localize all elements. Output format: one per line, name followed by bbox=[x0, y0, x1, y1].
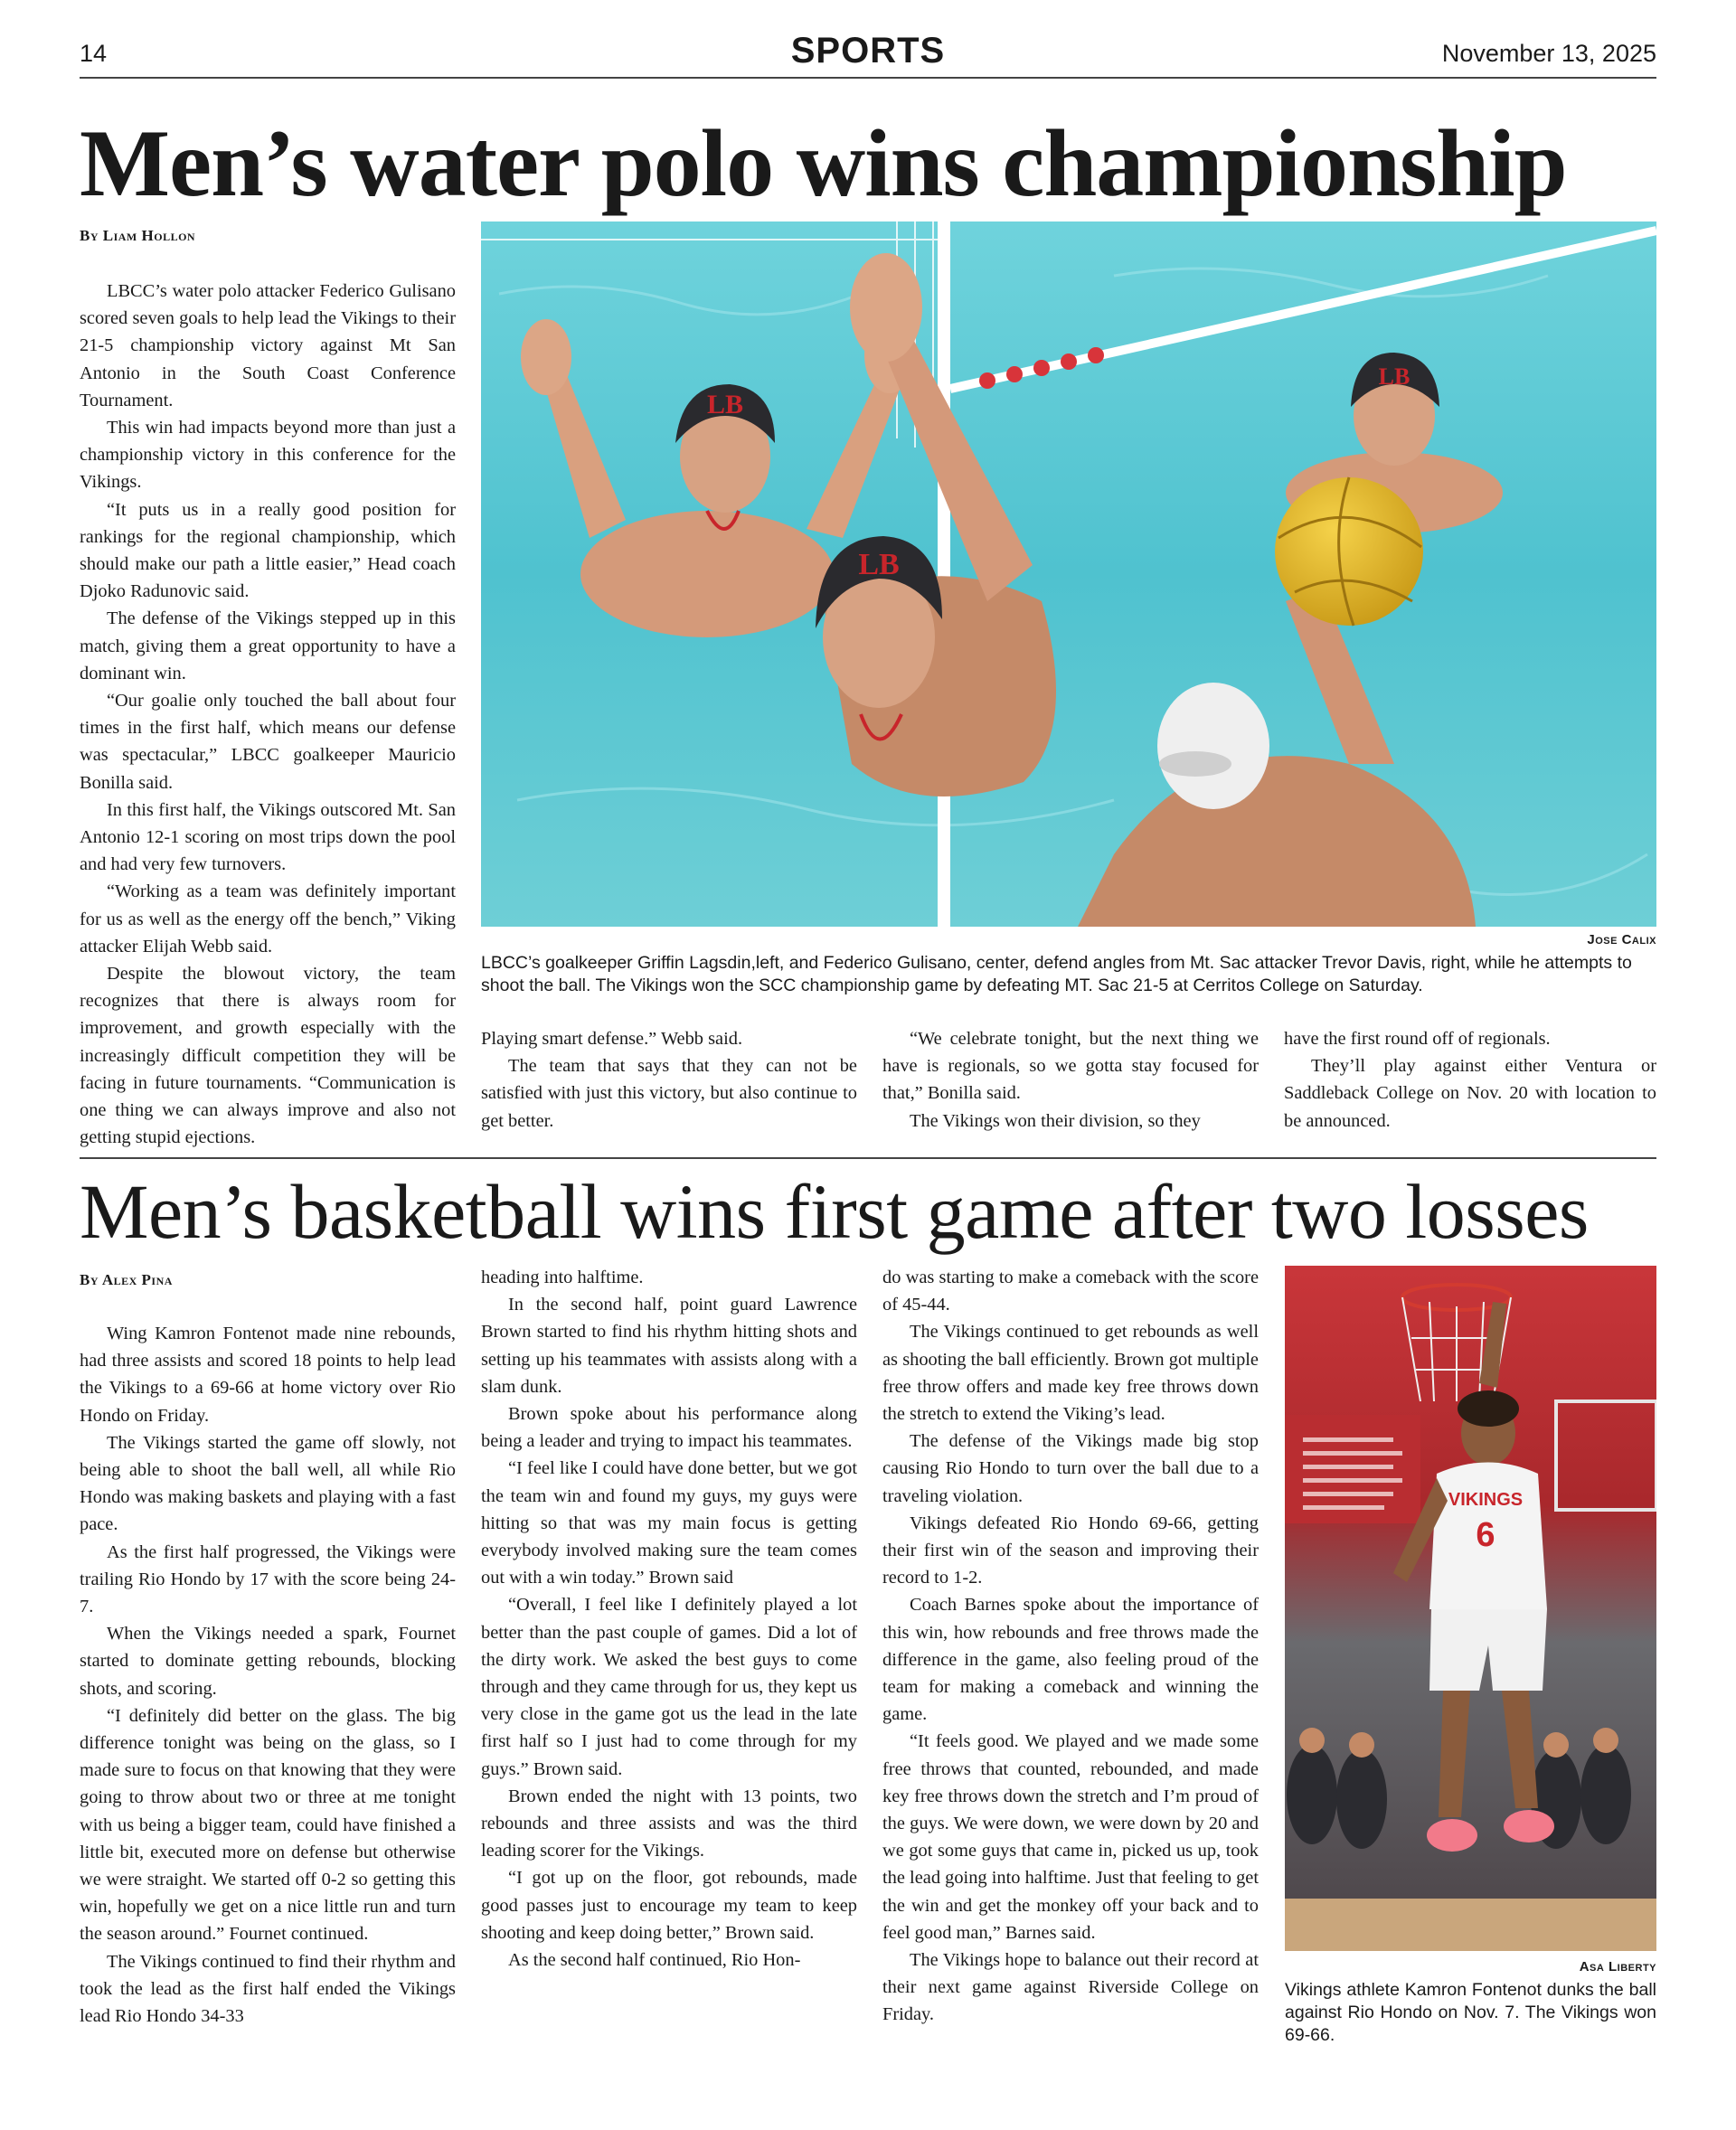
article-paragraph: heading into halftime. bbox=[481, 1268, 644, 1287]
article-paragraph: This win had impacts beyond more than just a championship victory in this conference for the Vikings. bbox=[80, 418, 456, 493]
article-paragraph: “Our goalie only touched the ball about four times in the first half, which means our defense was spectacular,” LBCC goalkeeper Mauricio Bonilla said. bbox=[80, 691, 456, 793]
article-paragraph: “I feel like I could have done better, but we got the team win and found my guys, my guys were hitting so that was my main focus is getting everybody involved making sure the team comes out with a win today.” Brown said bbox=[481, 1458, 857, 1588]
article-paragraph: The Vikings won their division, so they bbox=[910, 1110, 1201, 1131]
basketball-byline: By Alex Pina bbox=[80, 1271, 173, 1288]
water-polo-column-4 bbox=[1284, 1025, 1656, 1135]
water-polo-photo bbox=[481, 221, 1656, 927]
jersey-text: VIKINGS bbox=[1448, 1490, 1524, 1510]
article-paragraph: Coach Barnes spoke about the importance of this win, how rebounds and free throws made the difference in the game, also feeling proud of the team for making a comeback and winning the game. bbox=[882, 1595, 1259, 1725]
article-paragraph: As the first half progressed, the Vikings were trailing Rio Hondo by 17 with the score being 24-7. bbox=[80, 1541, 456, 1617]
water-polo-column-2 bbox=[481, 1025, 857, 1135]
section-title: SPORTS bbox=[790, 31, 946, 71]
article-paragraph: Wing Kamron Fontenot made nine rebounds, had three assists and scored 18 points to help lead the Vikings to a 69-66 at home victory over Rio Hondo on Friday. bbox=[80, 1324, 456, 1426]
article-paragraph: The Vikings started the game off slowly, not being able to shoot the ball well, all while Rio Hondo was making baskets and playing with a fast pace. bbox=[80, 1432, 456, 1535]
svg-text:LB: LB bbox=[706, 390, 744, 419]
svg-text:6: 6 bbox=[1476, 1516, 1495, 1554]
water-polo-byline: By Liam Hollon bbox=[80, 227, 196, 244]
article-paragraph: In this first half, the Vikings outscored Mt. San Antonio 12-1 scoring on most trips down the pool and had very few turnovers. bbox=[80, 799, 456, 875]
water-polo-photo-caption: LBCC’s goalkeeper Griffin Lagsdin,left, and Federico Gulisano, center, defend angles from Mt. Sac attacker Trevor Davis, right, while he attempts to shoot the ball. The Vikings won the SCC championship game by defeating MT. Sac 21-5 at Cerritos College on Saturday. bbox=[481, 953, 1632, 995]
article-paragraph: “I definitely did better on the glass. The big difference tonight was being on the glass, so I made sure to focus on that knowing that they were going to throw about two or three at me tonight with us being a bigger team, could have finished a little bit, executed more on defense but otherwise we were straight. We started off 0-2 so getting this win, hopefully we get on a nice little run and turn the season around.” Fournet continued. bbox=[80, 1705, 456, 1945]
article-paragraph: The Vikings continued to find their rhythm and took the lead as the first half ended the Vikings lead Rio Hondo 34-33 bbox=[80, 1951, 456, 2027]
basketball-photo bbox=[1285, 1266, 1656, 1951]
article-paragraph: Brown ended the night with 13 points, two rebounds and three assists and was the third leading scorer for the Vikings. bbox=[481, 1786, 857, 1861]
article-paragraph: The defense of the Vikings stepped up in this match, giving them a great opportunity to have a dominant win. bbox=[80, 608, 456, 683]
article-paragraph: “It puts us in a really good position for rankings for the regional championship, which should make our path a little easier,” Head coach Djoko Radunovic said. bbox=[80, 499, 456, 602]
article-paragraph: Brown spoke about his performance along being a leader and trying to impact his teammates. bbox=[481, 1404, 857, 1452]
article-paragraph: “We celebrate tonight, but the next thing we have is regionals, so we gotta stay focused for that,” Bonilla said. bbox=[882, 1029, 1259, 1104]
header-rule bbox=[80, 77, 1656, 79]
article-paragraph: “Working as a team was definitely important for us as well as the energy off the bench,” Viking attacker Elijah Webb said. bbox=[80, 881, 456, 957]
article-paragraph: When the Vikings needed a spark, Fournet started to dominate getting rebounds, blocking shots, and scoring. bbox=[80, 1624, 456, 1699]
article-paragraph: The Vikings hope to balance out their record at their next game against Riverside College on Friday. bbox=[882, 1950, 1259, 2025]
article-paragraph: The team that says that they can not be satisfied with just this victory, but also continue to get better. bbox=[481, 1056, 857, 1131]
article-paragraph: They’ll play against either Ventura or Saddleback College on Nov. 20 with location to be announced. bbox=[1284, 1056, 1656, 1131]
page-number: 14 bbox=[80, 40, 108, 67]
article-paragraph: The defense of the Vikings made big stop causing Rio Hondo to turn over the ball due to a traveling violation. bbox=[882, 1431, 1259, 1506]
article-paragraph: LBCC’s water polo attacker Federico Gulisano scored seven goals to help lead the Vikings to their 21-5 championship victory against Mt San Antonio in the South Coast Conference Tournament. bbox=[80, 281, 456, 410]
basketball-headline: Men’s basketball wins first game after two losses bbox=[80, 1168, 1589, 1255]
article-paragraph: Playing smart defense.” Webb said. bbox=[481, 1029, 743, 1049]
article-paragraph: “I got up on the floor, got rebounds, made good passes just to encourage my team to keep shooting and keep doing better,” Brown said. bbox=[481, 1868, 857, 1943]
issue-date: November 13, 2025 bbox=[1441, 40, 1656, 67]
water-polo-headline: Men’s water polo wins championship bbox=[80, 110, 1567, 216]
basketball-column-1 bbox=[80, 1320, 456, 2030]
article-paragraph: “Overall, I feel like I definitely played a lot better than the past couple of games. Did a lot of the dirty work. We asked the best guys to come through and they came through for us, they kept us very close in the game got us the lead in the late first half so I just had to come through for my guys.” Brown said. bbox=[481, 1595, 857, 1779]
article-paragraph: Despite the blowout victory, the team recognizes that there is always room for improvement, and growth especially with the increasingly difficult competition they will be facing in future tournaments. “Communication is one thing we can always improve and also not getting stupid ejections. bbox=[80, 964, 456, 1148]
article-paragraph: The Vikings continued to get rebounds as well as shooting the ball efficiently. Brown got multiple free throw offers and made key free throws down the stretch to extend the Viking’s lead. bbox=[882, 1322, 1259, 1425]
basketball-photo-caption: Vikings athlete Kamron Fontenot dunks the ball against Rio Hondo on Nov. 7. The Vikings won 69-66. bbox=[1285, 1980, 1656, 2045]
article-paragraph: do was starting to make a comeback with the score of 45-44. bbox=[882, 1268, 1259, 1315]
basketball-column-2 bbox=[481, 1264, 857, 1974]
basketball-column-3 bbox=[882, 1264, 1259, 2029]
article-paragraph: Vikings defeated Rio Hondo 69-66, getting their first win of the season and improving their record to 1-2. bbox=[882, 1513, 1259, 1588]
article-paragraph: “It feels good. We played and we made some free throws that counted, rebounded, and made key free throws down the stretch and I’m proud of the guys. We were down, we were down by 20 and we got some guys that came in, picked us up, took the lead going into halftime. Just that feeling to get the win and get the monkey off your back and to feel good man,” Barnes said. bbox=[882, 1731, 1259, 1943]
basketball-photo-credit: Asa Liberty bbox=[1579, 1959, 1656, 1974]
story-divider bbox=[80, 1157, 1656, 1159]
svg-text:LB: LB bbox=[858, 548, 900, 581]
water-polo-column-3 bbox=[882, 1025, 1259, 1135]
svg-text:LB: LB bbox=[1378, 363, 1410, 390]
article-paragraph: As the second half continued, Rio Hon- bbox=[508, 1950, 801, 1971]
water-polo-column-1 bbox=[80, 278, 456, 1152]
article-paragraph: have the first round off of regionals. bbox=[1284, 1029, 1551, 1049]
article-paragraph: In the second half, point guard Lawrence Brown started to find his rhythm hitting shots and setting up his teammates with assists along with a slam dunk. bbox=[481, 1295, 857, 1397]
water-polo-photo-credit: Jose Calix bbox=[1587, 932, 1656, 947]
